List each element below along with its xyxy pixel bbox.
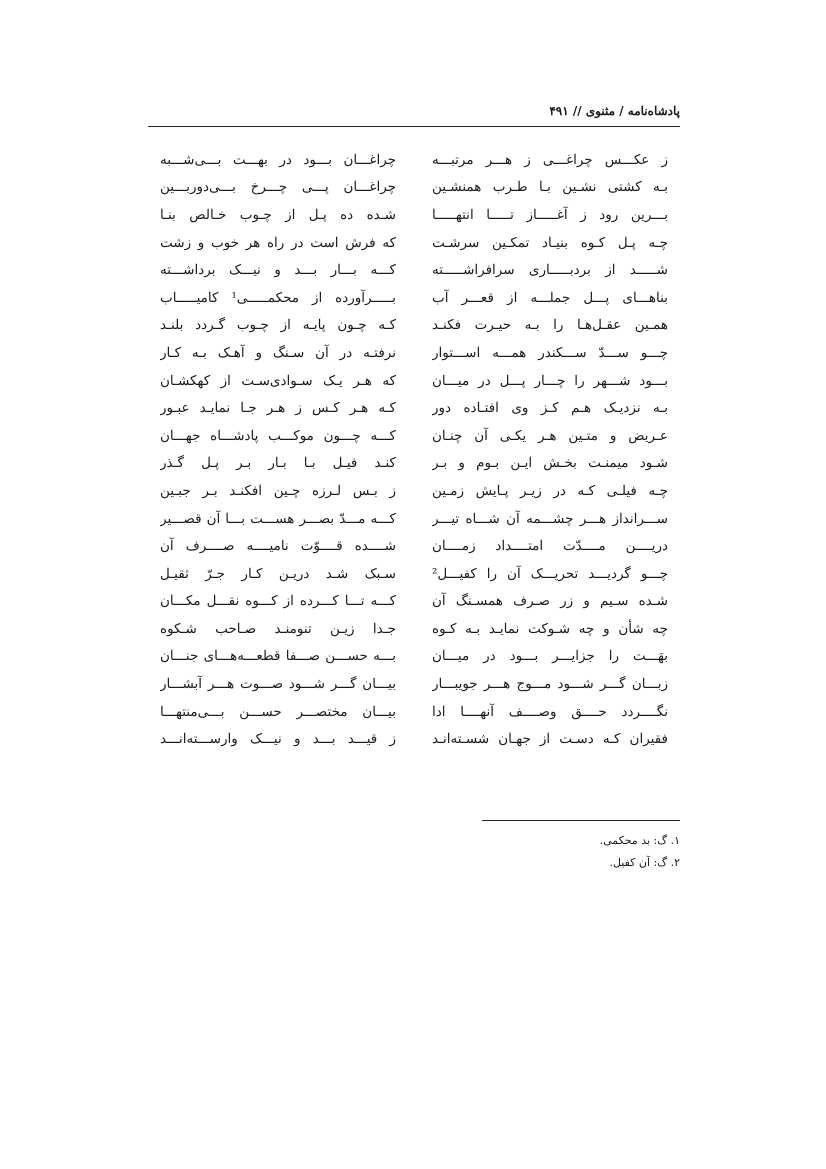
hemistich-first: چـــو ســـدّ ســـکندر همـــه اســـتوار bbox=[432, 344, 668, 361]
couplet bbox=[148, 174, 680, 202]
footnote-2: ۲. گ: آن کفیل. bbox=[609, 856, 680, 869]
hemistich-second: چراغـــان بـــود در بهـــت بـــی‌شـــبه bbox=[160, 151, 396, 168]
couplet bbox=[148, 505, 680, 533]
couplet bbox=[148, 643, 680, 671]
hemistich-first: شـده سـیم و زر صـرف همسـنگ آن bbox=[432, 593, 668, 610]
hemistich-second: کـــه مـــدّ بصـــر هســـت بـــا آن قصـــیر bbox=[160, 510, 396, 527]
hemistich-second: کـــه تـــا کـــرده از کـــوه نقـــل مکـــان bbox=[160, 593, 396, 610]
hemistich-first: بـه کشتی نشـین بـا طـرب همنشـین bbox=[432, 179, 668, 196]
hemistich-first: چـــو گردیـــد تحریـــک آن را کفیـــل² bbox=[432, 565, 668, 582]
hemistich-first: فقیران کـه دسـت از جهـان شسـته‌انـد bbox=[432, 731, 668, 748]
couplet bbox=[148, 532, 680, 560]
couplet bbox=[148, 201, 680, 229]
poem-body bbox=[148, 146, 680, 753]
couplet bbox=[148, 422, 680, 450]
couplet bbox=[148, 394, 680, 422]
couplet bbox=[148, 367, 680, 395]
hemistich-first: شـــــد از بردبـــــاری سرافراشـــــته bbox=[432, 262, 668, 279]
hemistich-second: کـه چـون پایـه از چـوب گـردد بلنـد bbox=[160, 317, 396, 334]
hemistich-second: ز بـس لـرزه چـین افکنـد بـر جبـین bbox=[160, 482, 396, 499]
hemistich-second: کـــه چـــون موکـــب پادشـــاه جهـــان bbox=[160, 427, 396, 444]
hemistich-first: بهَـــت را جزایـــر بـــود در میـــان bbox=[432, 648, 668, 665]
hemistich-second: بـــه حســـن صـــفا قطعـــه‌هـــای جنـــان bbox=[160, 648, 396, 665]
hemistich-second: سـبک شـد دریـن کـار جـرّ ثقیـل bbox=[160, 565, 396, 582]
hemistich-second: کـه هـر کـس ز هـر جـا نمایـد عبـور bbox=[160, 400, 396, 417]
hemistich-first: چـه فیلـی کـه در زیـر پـایش زمـین bbox=[432, 482, 668, 499]
hemistich-second: چراغـــان پـــی چـــرخ بـــی‌دوربـــین bbox=[160, 179, 396, 196]
hemistich-second: بیـــان گـــر شـــود صـــوت هـــر آبشـــار bbox=[160, 676, 396, 693]
hemistich-second: شـده ده پـل از چـوب خـالص بنـا bbox=[160, 206, 396, 223]
couplet bbox=[148, 256, 680, 284]
footnotes bbox=[380, 830, 680, 874]
couplet bbox=[148, 615, 680, 643]
hemistich-first: دریــــن مــــدّت امتــــداد زمــــان bbox=[432, 538, 668, 555]
hemistich-first: بـه نزدیـک هـم کـز وی افتـاده دور bbox=[432, 400, 668, 417]
hemistich-first: چه شأن و چه شـوکت نمایـد بـه کـوه bbox=[432, 620, 668, 637]
hemistich-first: نگــــردد حــــق وصــــف آنهــــا ادا bbox=[432, 703, 668, 720]
couplet bbox=[148, 670, 680, 698]
hemistich-first: چـه پـل کـوه بنیـاد تمکـین سرشـت bbox=[432, 234, 668, 251]
couplet bbox=[148, 588, 680, 616]
footnote-1: ۱. گ: بد محکمی. bbox=[599, 834, 680, 847]
couplet bbox=[148, 698, 680, 726]
hemistich-first: زبـــان گـــر شـــود مـــوج هـــر جویبـــار bbox=[432, 676, 668, 693]
hemistich-second: جـدا زیـن تنومنـد صـاحب شـکوه bbox=[160, 620, 396, 637]
hemistich-first: همـین عقـل‌هـا را بـه حیـرت فکنـد bbox=[432, 317, 668, 334]
couplet bbox=[148, 312, 680, 340]
hemistich-first: عـریض و متـین هـر یکـی آن چنـان bbox=[432, 427, 668, 444]
hemistich-second: شــــده قــــوّت نامیــــه صــــرف آن bbox=[160, 538, 396, 555]
hemistich-second: نرفتـه در آن سـنگ و آهـک بـه کـار bbox=[160, 344, 396, 361]
couplet bbox=[148, 284, 680, 312]
hemistich-second: کـــه بـــار بـــد و نیـــک برداشـــته bbox=[160, 262, 396, 279]
hemistich-first: شـود میمنـت بخـش ایـن بـوم و بـر bbox=[432, 455, 668, 472]
header-title: پادشاه‌نامه / مثنوی // ۴۹۱ bbox=[549, 104, 680, 118]
hemistich-second: که فرش است در راه هر خوب و زشت bbox=[160, 234, 396, 251]
hemistich-second: ز قیـــد بـــد و نیـــک وارســـته‌انـــد bbox=[160, 731, 396, 748]
hemistich-first: بـــرین رود ز آغـــــاز تـــــا انتهـــــا bbox=[432, 206, 668, 223]
hemistich-first: بناهـــای پـــل جملـــه از قعـــر آب bbox=[432, 289, 668, 306]
hemistich-second: بیـــان مختصـــر حســـن بـــی‌منتهـــا bbox=[160, 703, 396, 720]
couplet bbox=[148, 450, 680, 478]
hemistich-second: بـــــرآورده از محکمـــــی¹ کامیـــــاب bbox=[160, 289, 396, 306]
hemistich-second: که هـر یـک سـوادی‌سـت از کهکشـان bbox=[160, 372, 396, 389]
running-header bbox=[148, 100, 680, 127]
hemistich-first: ســـرانداز هـــر چشـــمه آن شـــاه تیـــر bbox=[432, 510, 668, 527]
couplet bbox=[148, 339, 680, 367]
hemistich-first: ز عکـــس چراغـــی ز هـــر مرتبـــه bbox=[432, 151, 668, 168]
couplet bbox=[148, 725, 680, 753]
hemistich-first: بـــود شـــهر را چـــار پـــل در میـــان bbox=[432, 372, 668, 389]
hemistich-second: کنـد فیـل بـا بـار بـر پـل گـذر bbox=[160, 455, 396, 472]
footnote-divider bbox=[482, 820, 680, 821]
couplet bbox=[148, 229, 680, 257]
couplet bbox=[148, 560, 680, 588]
couplet bbox=[148, 477, 680, 505]
couplet bbox=[148, 146, 680, 174]
